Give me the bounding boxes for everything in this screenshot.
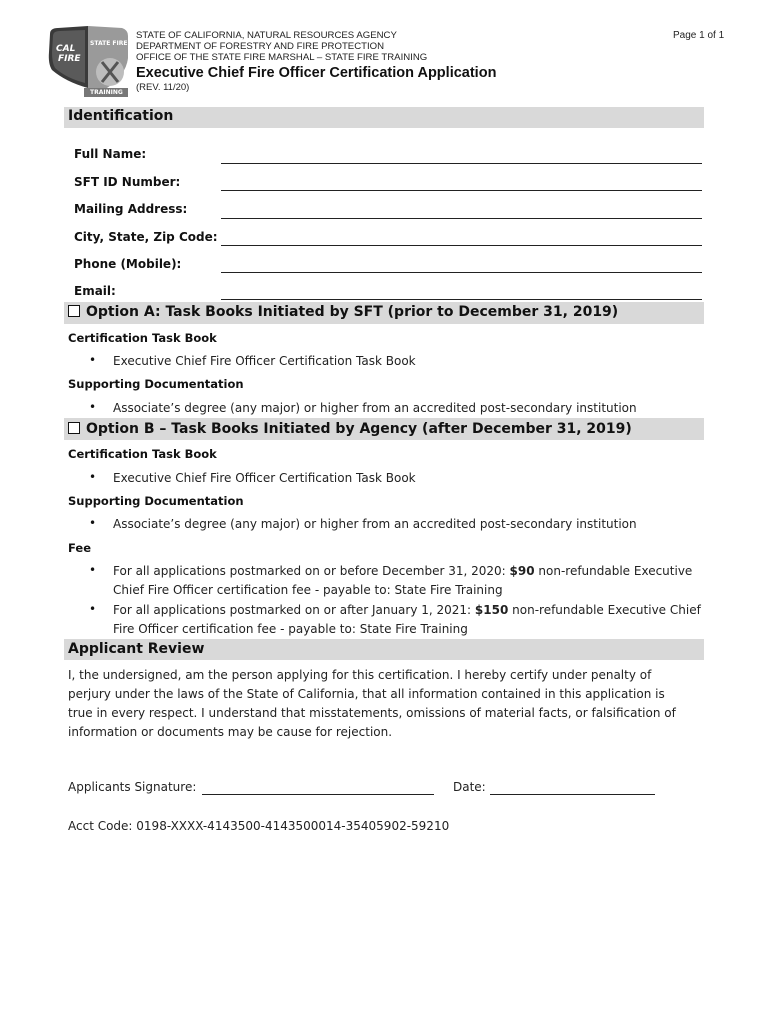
option-a-heading [68, 304, 618, 320]
option-a-support-item: Associate’s degree (any major) or higher from an accredited post-secondary institution [113, 401, 637, 415]
city-state-zip-field[interactable] [221, 245, 702, 246]
logo-text-main: FIRE [58, 54, 81, 64]
date-label: Date: [453, 780, 486, 794]
sft-id-label: SFT ID Number: [74, 175, 181, 189]
option-a-cert-item: Executive Chief Fire Officer Certification Task Book [113, 354, 416, 368]
fee-item-2-amount: $150 [474, 603, 509, 617]
page-number: Page 1 of 1 [673, 30, 725, 41]
option-b-support-label: Supporting Documentation [68, 494, 244, 508]
applicant-review-heading: Applicant Review [68, 641, 205, 657]
date-field[interactable] [490, 794, 655, 795]
certification-statement-line: perjury under the laws of the State of California, that all information contained in this application is [68, 687, 665, 701]
fee-item-1-line2: Chief Fire Officer certification fee - payable to: State Fire Training [113, 583, 503, 597]
full-name-field[interactable] [221, 163, 702, 164]
bullet-icon: • [89, 353, 97, 367]
logo-text-top: CAL [56, 44, 76, 54]
account-code: Acct Code: 0198-XXXX-4143500-4143500014-35405902-59210 [68, 819, 450, 833]
fee-item-1-pre: For all applications postmarked on or before December 31, 2020: [113, 564, 510, 578]
phone-label: Phone (Mobile): [74, 257, 182, 271]
header-office: OFFICE OF THE STATE FIRE MARSHAL – STATE FIRE TRAINING [136, 52, 428, 63]
bullet-icon: • [89, 400, 97, 414]
bullet-icon: • [89, 602, 97, 616]
city-state-zip-label: City, State, Zip Code: [74, 230, 218, 244]
signature-field[interactable] [202, 794, 434, 795]
fee-label: Fee [68, 541, 91, 555]
fee-item-2-pre: For all applications postmarked on or after January 1, 2021: [113, 603, 475, 617]
fee-item-1-amount: $90 [509, 564, 535, 578]
fee-item-2-line2: Fire Officer certification fee - payable to: State Fire Training [113, 622, 468, 636]
fee-item-1 [113, 564, 692, 578]
bullet-icon: • [89, 516, 97, 530]
bullet-icon: • [89, 563, 97, 577]
cal-fire-logo [44, 22, 132, 102]
logo-text-side: STATE FIRE [90, 40, 128, 47]
sft-id-field[interactable] [221, 190, 702, 191]
fee-item-2-post: non-refundable Executive Chief [508, 603, 701, 617]
certification-statement-line: information or documents may be cause for rejection. [68, 725, 393, 739]
mailing-address-field[interactable] [221, 218, 702, 219]
option-b-heading [68, 421, 632, 437]
option-b-support-item: Associate’s degree (any major) or higher from an accredited post-secondary institution [113, 517, 637, 531]
logo-text-bottom: TRAINING [90, 89, 123, 96]
header-agency: STATE OF CALIFORNIA, NATURAL RESOURCES AGENCY [136, 30, 397, 41]
form-revision: (REV. 11/20) [136, 82, 190, 93]
full-name-label: Full Name: [74, 147, 147, 161]
fee-item-1-post: non-refundable Executive [534, 564, 693, 578]
option-a-heading-text: Option A: Task Books Initiated by SFT (prior to December 31, 2019) [86, 304, 619, 320]
bullet-icon: • [89, 470, 97, 484]
signature-label: Applicants Signature: [68, 780, 197, 794]
certification-statement [68, 666, 708, 742]
option-a-support-label: Supporting Documentation [68, 377, 244, 391]
option-a-cert-label: Certification Task Book [68, 331, 217, 345]
option-b-heading-text: Option B – Task Books Initiated by Agency (after December 31, 2019) [86, 421, 632, 437]
option-b-cert-label: Certification Task Book [68, 447, 217, 461]
fee-item-2 [113, 603, 701, 617]
mailing-address-label: Mailing Address: [74, 202, 188, 216]
option-a-checkbox[interactable] [68, 305, 80, 317]
certification-statement-line: true in every respect. I understand that misstatements, omissions of material facts, or falsification of [68, 706, 676, 720]
email-label: Email: [74, 284, 116, 298]
option-b-checkbox[interactable] [68, 422, 80, 434]
header-department: DEPARTMENT OF FORESTRY AND FIRE PROTECTION [136, 41, 385, 52]
option-b-cert-item: Executive Chief Fire Officer Certification Task Book [113, 471, 416, 485]
certification-statement-line: I, the undersigned, am the person applying for this certification. I hereby certify under penalty of [68, 668, 652, 682]
email-field[interactable] [221, 299, 702, 300]
form-title: Executive Chief Fire Officer Certification Application [136, 65, 497, 81]
phone-field[interactable] [221, 272, 702, 273]
identification-heading: Identification [68, 108, 174, 124]
